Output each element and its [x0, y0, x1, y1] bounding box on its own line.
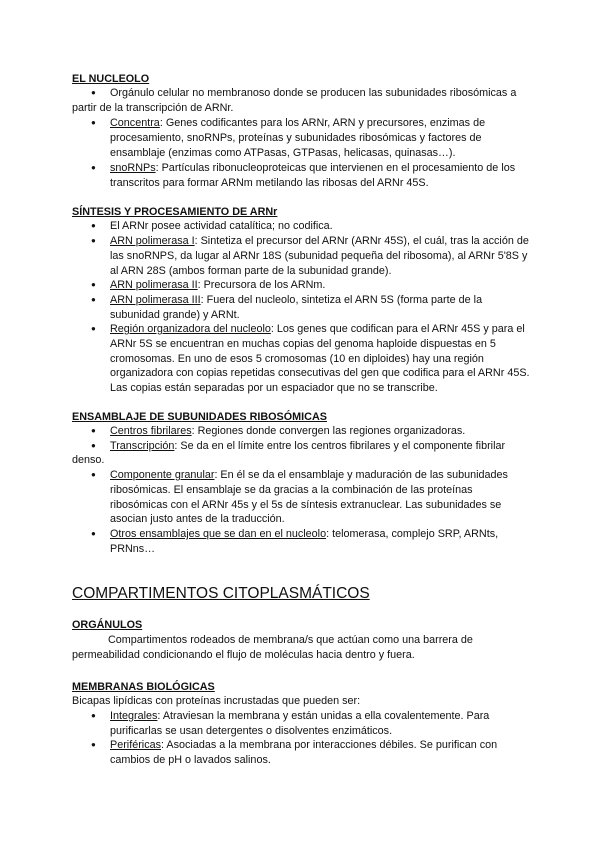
bullet-icon: ●	[91, 529, 96, 538]
list-item	[91, 468, 531, 527]
bullet-icon: ●	[91, 236, 96, 245]
definition: : Los genes que codifican para el ARNr 45S y para el ARNr 5S se encuentran en muchas copias del genoma haploide dispuestas en 5 cromosomas. En uno de esos 5 cromosomas (10 en diploides) hay una región organizadora con copias repetidas consecutivas del gen que codifica para el ARNr 45S. Las copias están separadas por un espaciador que no se transcribe.	[110, 323, 530, 395]
term: Otros ensamblajes que se dan en el nucleolo	[110, 528, 327, 540]
bullet-icon: ●	[91, 441, 96, 450]
bullet-icon: ●	[91, 163, 96, 172]
membranas-intro: Bicapas lipídicas con proteínas incrustadas que pueden ser:	[72, 695, 361, 707]
definition: : Regiones donde convergen las regiones organizadoras.	[191, 425, 466, 437]
bullet-icon: ●	[91, 118, 96, 127]
definition: : telomerasa, complejo SRP, ARNts, PRNns…	[110, 528, 499, 555]
organulos-paragraph: Compartimentos rodeados de membrana/s que actúan como una barrera de permeabilidad condicionando el flujo de moléculas hacia dentro y fuera.	[72, 634, 473, 661]
term: Integrales	[110, 710, 158, 722]
section-title: COMPARTIMENTOS CITOPLASMÁTICOS	[72, 585, 370, 602]
definition: : Partículas ribonucleoproteicas que intervienen en el procesamiento de los transcritos para formar ARNm metilando las ribosas del ARNr 45S.	[110, 162, 516, 189]
list-item	[91, 278, 531, 293]
list-item	[91, 738, 531, 768]
bullet-icon: ●	[91, 470, 96, 479]
heading-membranas: MEMBRANAS BIOLÓGICAS	[72, 681, 215, 693]
list-item	[91, 219, 531, 234]
list-item	[91, 161, 531, 191]
heading-sintesis: SÍNTESIS Y PROCESAMIENTO DE ARNr	[72, 206, 278, 218]
term: ARN polimerasa II	[110, 279, 198, 291]
bullet-icon: ●	[91, 280, 96, 289]
list-item	[91, 424, 531, 439]
term: Transcripción	[110, 440, 175, 452]
bullet-text: El ARNr posee actividad catalítica; no codifica.	[110, 220, 333, 232]
paragraph-continuation: denso.	[72, 454, 105, 466]
definition: : Sintetiza el precursor del ARNr (ARNr 45S), el cuál, tras la acción de las snoRNPS, da lugar al ARNr 18S (subunidad pequeña del ribosoma), al ARNr 5'8S y al ARN 28S (ambos forman parte de la subunidad grande).	[110, 235, 529, 277]
bullet-icon: ●	[91, 426, 96, 435]
term: Centros fibrilares	[110, 425, 192, 437]
term: Componente granular	[110, 469, 215, 481]
definition: : Genes codificantes para los ARNr, ARN y precursores, enzimas de procesamiento, snoRNPs, proteínas y subunidades ribosómicas y factores de ensamblaje (enzimas como ATPasas, GTPasas, helicasas, quinasas…).	[110, 117, 486, 159]
term: Región organizadora del nucleolo	[110, 323, 271, 335]
heading-organulos: ORGÁNULOS	[72, 619, 143, 631]
heading-nucleolo: EL NUCLEOLO	[72, 73, 150, 85]
definition: : Fuera del nucleolo, sintetiza el ARN 5S (forma parte de la subunidad grande) y ARNt.	[110, 294, 483, 321]
term: Concentra	[110, 117, 160, 129]
list-item	[91, 439, 531, 454]
bullet-icon: ●	[91, 740, 96, 749]
list-item	[91, 293, 531, 323]
definition: : Precursora de los ARNm.	[197, 279, 326, 291]
definition: : Se da en el límite entre los centros fibrilares y el componente fibrilar	[174, 440, 506, 452]
term: ARN polimerasa I	[110, 235, 195, 247]
heading-ensamblaje: ENSAMBLAJE DE SUBUNIDADES RIBOSÓMICAS	[72, 411, 327, 423]
bullet-text: Orgánulo celular no membranoso donde se producen las subunidades ribosómicas a	[110, 87, 517, 99]
list-item	[91, 322, 531, 396]
bullet-icon: ●	[91, 711, 96, 720]
bullet-icon: ●	[91, 88, 96, 97]
bullet-icon: ●	[91, 295, 96, 304]
list-item	[91, 709, 531, 739]
list-item	[91, 116, 531, 160]
term: snoRNPs	[110, 162, 156, 174]
definition: : Asociadas a la membrana por interacciones débiles. Se purifican con cambios de pH o lavados salinos.	[110, 739, 498, 766]
bullet-icon: ●	[91, 221, 96, 230]
list-item	[91, 527, 531, 557]
definition: : En él se da el ensamblaje y maduración de las subunidades ribosómicas. El ensamblaje se da gracias a la combinación de las proteínas ribosómicas con el ARNr 45s y el 5s de síntesis extranuclear. Las subunidades se asocian justo antes de la traducción.	[110, 469, 508, 526]
bullet-icon: ●	[91, 324, 96, 333]
paragraph-continuation: partir de la transcripción de ARNr.	[72, 102, 234, 114]
list-item	[91, 86, 531, 101]
definition: : Atraviesan la membrana y están unidas a ella covalentemente. Para purificarlas se usan detergentes o disolventes enzimáticos.	[110, 710, 490, 737]
list-item	[91, 234, 531, 278]
term: ARN polimerasa III	[110, 294, 201, 306]
term: Periféricas	[110, 739, 162, 751]
